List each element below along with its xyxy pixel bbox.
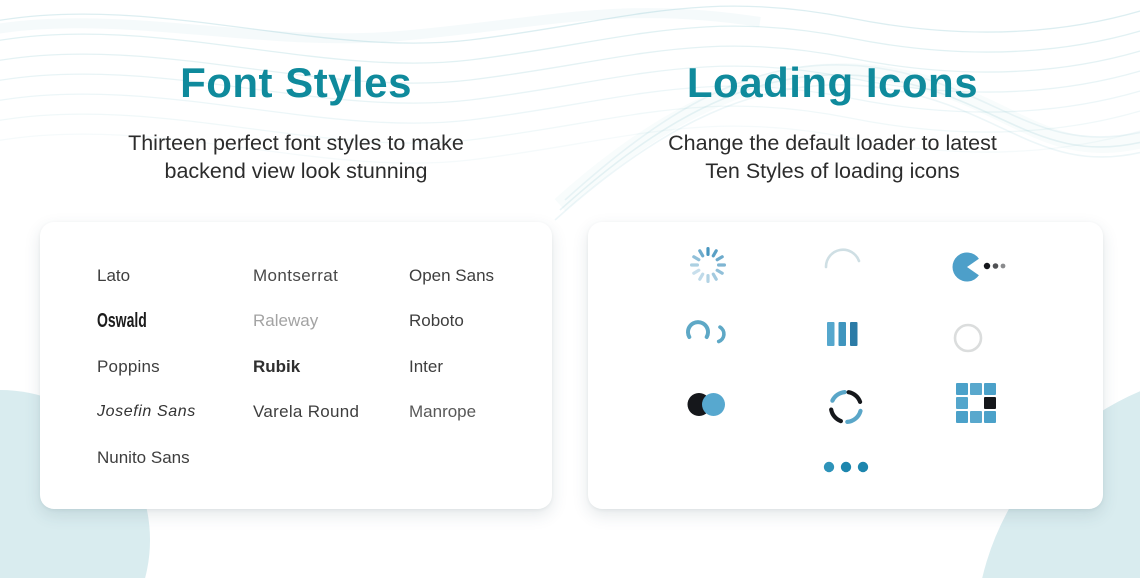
font-sample-manrope: Manrope: [409, 402, 477, 422]
font-sample-poppins: Poppins: [97, 356, 160, 376]
font-sample-roboto: Roboto: [409, 311, 464, 331]
font-list-column-3: [409, 253, 494, 435]
font-sample-josefin-sans: Josefin Sans: [97, 403, 196, 421]
arc-spinner-icon: [819, 242, 867, 286]
dots-loader-icon: [821, 460, 873, 474]
font-sample-rubik: Rubik: [253, 356, 301, 376]
loading-icons-card: [588, 222, 1103, 509]
font-sample-inter: Inter: [409, 356, 444, 376]
loading-icons-subtitle-line2: Ten Styles of loading icons: [705, 159, 960, 183]
font-styles-subtitle-line2: backend view look stunning: [164, 159, 428, 183]
font-list-column-1: [97, 253, 196, 481]
font-sample-montserrat: Montserrat: [253, 265, 339, 285]
font-styles-subtitle-line1: Thirteen perfect font styles to make: [128, 131, 464, 155]
pacman-loader-icon: [938, 249, 1010, 285]
font-sample-raleway: Raleway: [253, 311, 319, 331]
ray-spinner-icon: [688, 245, 728, 285]
font-sample-oswald: Oswald: [97, 309, 147, 332]
font-styles-subtitle: [40, 129, 552, 185]
font-list-column-2: [253, 253, 359, 435]
loading-icons-subtitle: [575, 129, 1090, 185]
font-sample-varela-round: Varela Round: [253, 402, 360, 422]
loading-icons-title: Loading Icons: [686, 59, 979, 106]
font-styles-title: Font Styles: [180, 59, 412, 106]
font-styles-card: [40, 222, 552, 509]
font-sample-nunito-sans: Nunito Sans: [97, 447, 190, 467]
bars-loader-icon: [826, 321, 866, 357]
broken-ring-spinner-icon: [828, 389, 868, 429]
font-sample-lato: Lato: [97, 265, 131, 285]
loading-icons-subtitle-line1: Change the default loader to latest: [668, 131, 997, 155]
wave-pattern-background: [0, 0, 1140, 250]
grid-loader-icon: [956, 383, 996, 423]
dual-ball-loader-icon: [682, 390, 734, 420]
ring-loader-icon: [950, 323, 986, 359]
dual-arc-spinner-icon: [684, 315, 732, 355]
font-sample-open-sans: Open Sans: [409, 265, 495, 285]
